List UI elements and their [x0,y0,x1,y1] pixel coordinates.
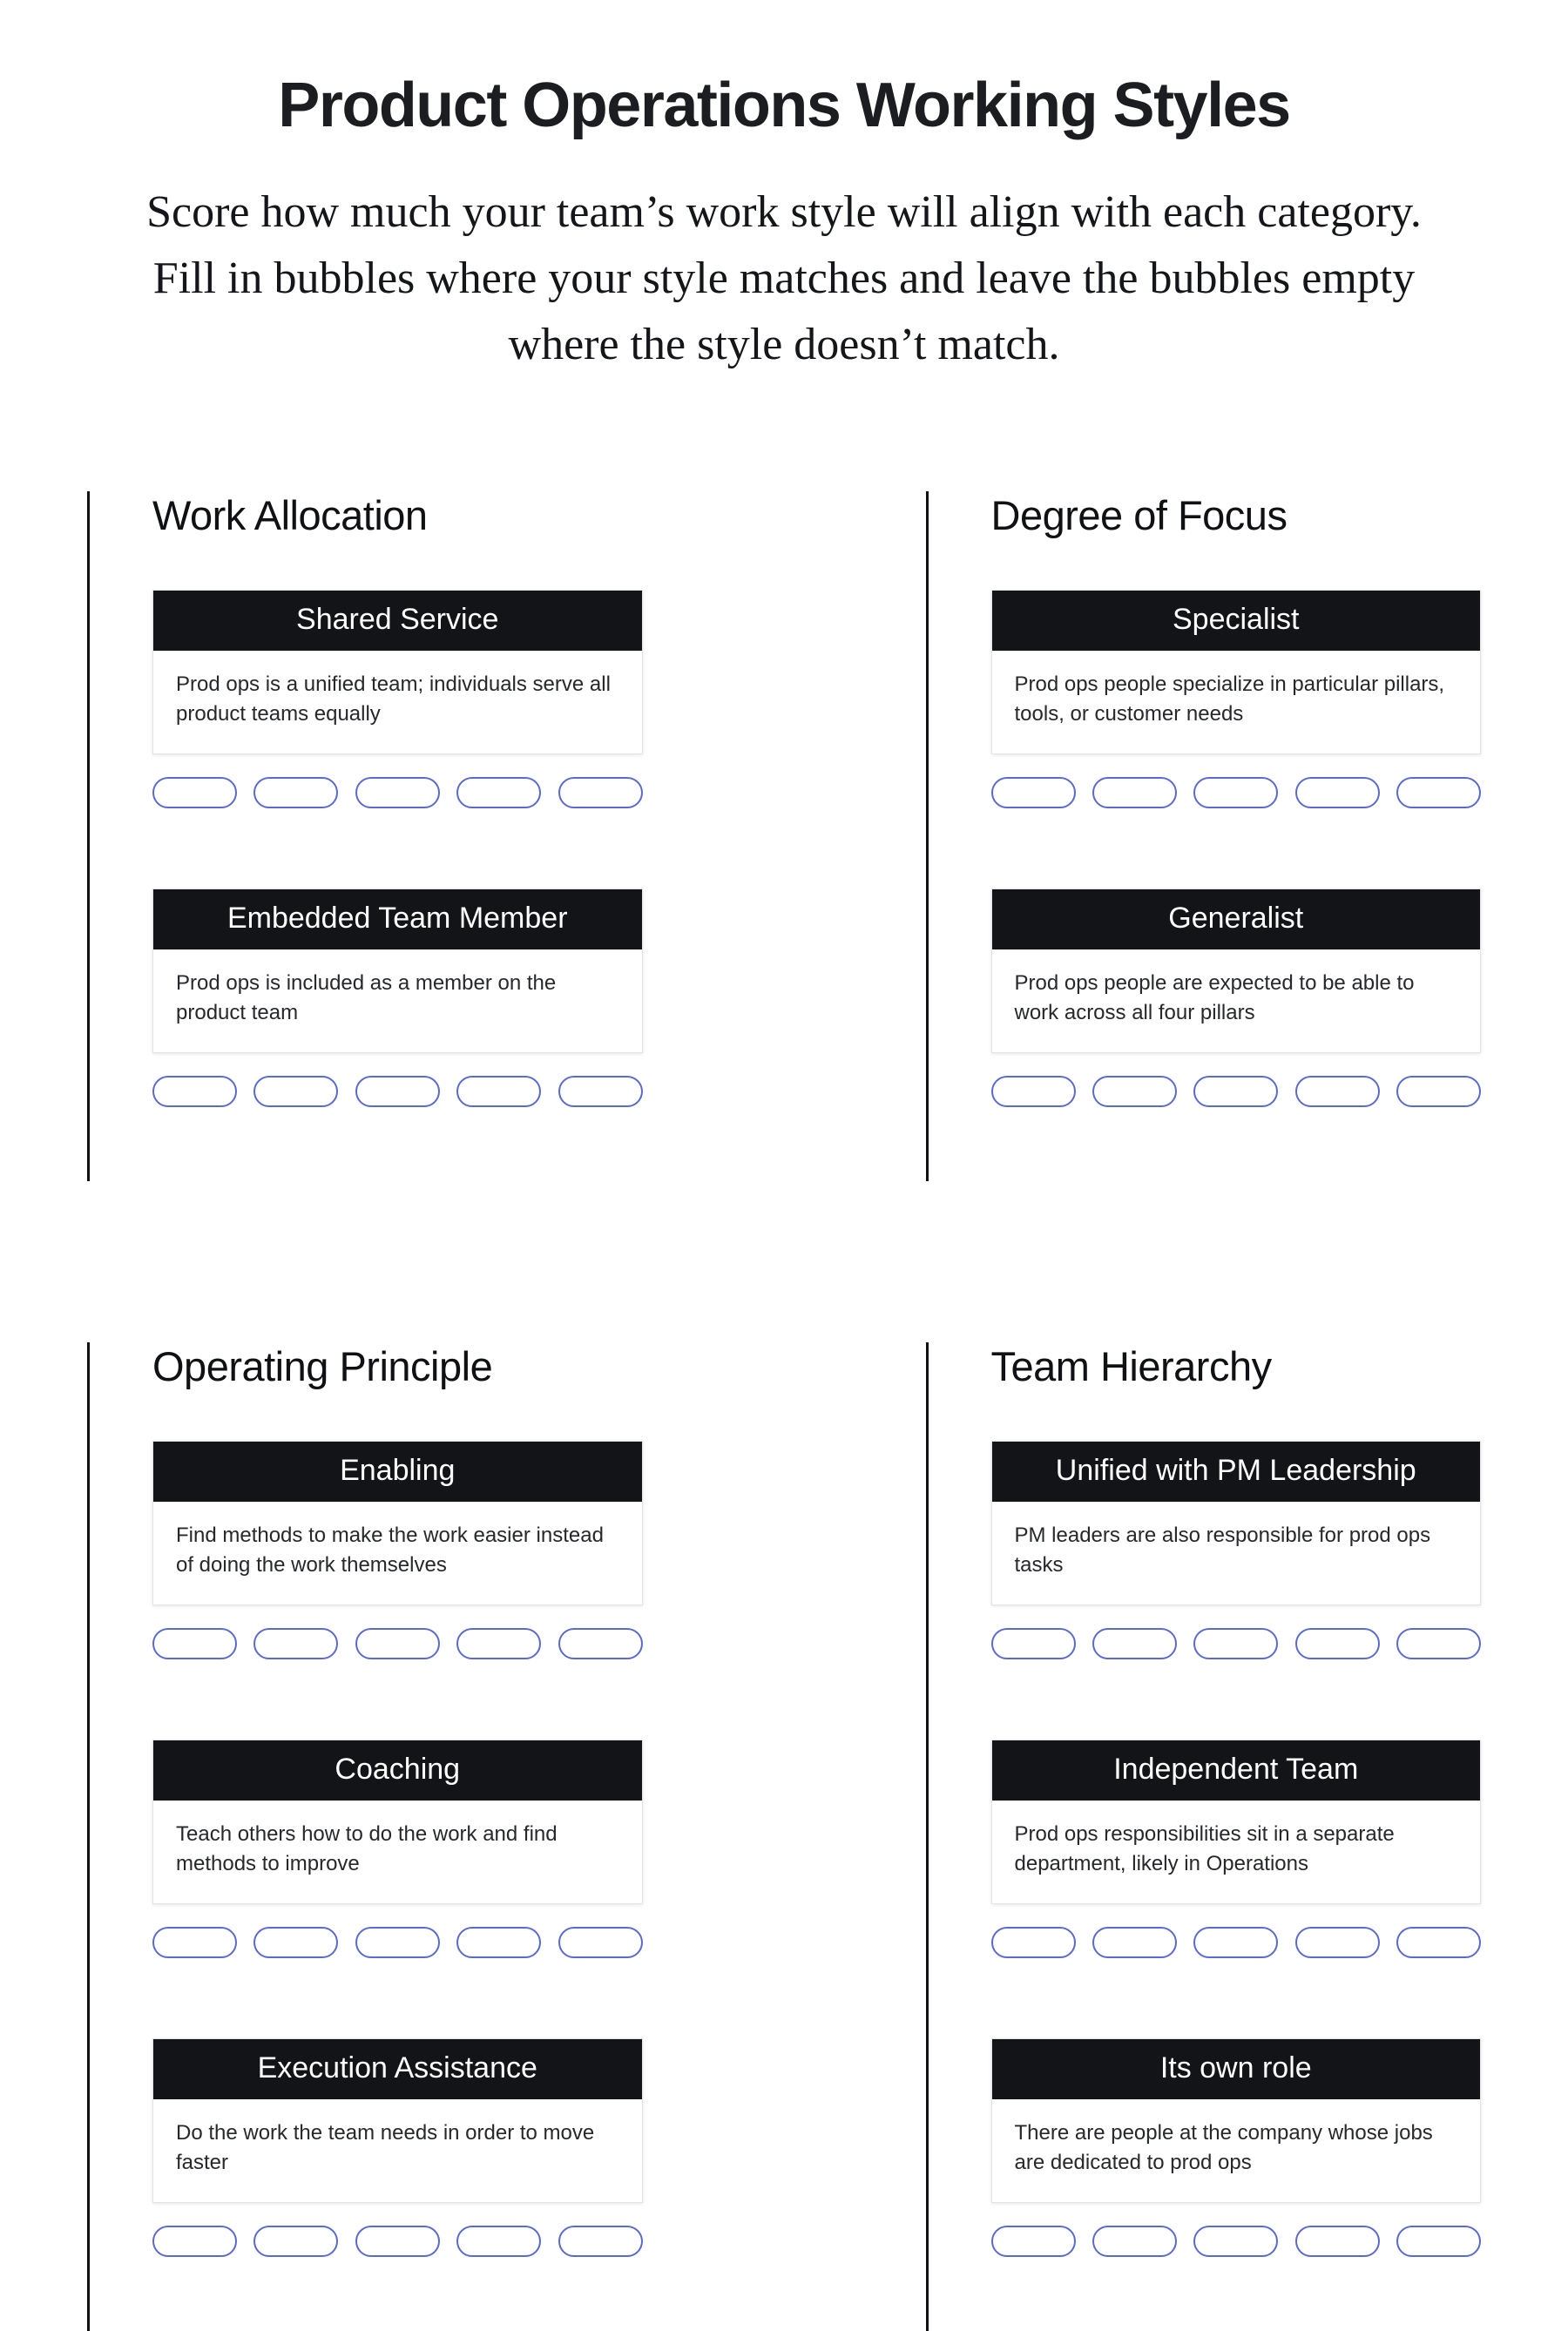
sections-grid [0,491,1568,2331]
score-bubble[interactable] [558,1927,643,1958]
score-bubbles-row [991,1076,1482,1107]
score-bubble[interactable] [991,1076,1076,1107]
style-card [152,590,643,754]
page-subtitle: Score how much your team’s work style will align with each category. Fill in bubbles where your style matches and leave the bubbles empty where the style doesn’t match. [146,187,1422,369]
score-bubble[interactable] [253,2226,338,2257]
score-bubbles-row [991,1927,1482,1958]
score-bubble[interactable] [456,1628,541,1659]
style-card-group [991,590,1482,808]
card-title: Independent Team [992,1740,1481,1801]
score-bubble[interactable] [1193,1927,1278,1958]
card-title: Unified with PM Leadership [992,1442,1481,1502]
card-description: Do the work the team needs in order to move faster [176,2120,595,2174]
section-heading: Team Hierarchy [990,1342,1272,1389]
score-bubble[interactable] [558,2226,643,2257]
style-card [991,888,1482,1053]
card-description: Prod ops people are expected to be able to work across all four pillars [1014,970,1415,1024]
card-description: Find methods to make the work easier instead of doing the work themselves [176,1523,604,1577]
card-description: Prod ops people specialize in particular pillars, tools, or customer needs [1014,672,1445,726]
score-bubble[interactable] [1295,777,1380,808]
card-title: Embedded Team Member [153,889,642,949]
score-bubble[interactable] [558,1076,643,1107]
score-bubbles-row [991,2226,1482,2257]
score-bubble[interactable] [253,1927,338,1958]
score-bubble[interactable] [1396,1076,1481,1107]
section-heading: Degree of Focus [990,491,1288,538]
score-bubble[interactable] [253,1076,338,1107]
style-card [152,888,643,1053]
style-card-group [991,2038,1482,2257]
style-card-group [152,590,643,808]
section [926,1342,1482,2331]
score-bubble[interactable] [991,1628,1076,1659]
style-card-group [991,1441,1482,1659]
score-bubble[interactable] [152,2226,237,2257]
section-heading: Operating Principle [152,1342,493,1389]
score-bubble[interactable] [991,2226,1076,2257]
score-bubbles-row [991,777,1482,808]
section-cards [991,590,1482,1107]
score-bubble[interactable] [558,777,643,808]
card-title: Enabling [153,1442,642,1502]
score-bubble[interactable] [1092,777,1177,808]
style-card-group [991,1740,1482,1958]
score-bubble[interactable] [456,1076,541,1107]
score-bubble[interactable] [456,1927,541,1958]
score-bubble[interactable] [558,1628,643,1659]
score-bubble[interactable] [1295,1076,1380,1107]
score-bubble[interactable] [1396,1628,1481,1659]
card-description: There are people at the company whose jobs are dedicated to prod ops [1014,2120,1433,2174]
score-bubble[interactable] [1396,2226,1481,2257]
card-title: Specialist [992,591,1481,651]
card-title: Shared Service [153,591,642,651]
score-bubble[interactable] [1193,777,1278,808]
card-title: Execution Assistance [153,2039,642,2099]
style-card-group [152,888,643,1107]
card-description: Prod ops is included as a member on the product team [176,970,557,1024]
style-card [152,2038,643,2203]
score-bubble[interactable] [355,1076,440,1107]
score-bubble[interactable] [456,777,541,808]
score-bubble[interactable] [1295,1628,1380,1659]
section [926,491,1482,1181]
score-bubble[interactable] [1092,1628,1177,1659]
score-bubble[interactable] [1295,2226,1380,2257]
style-card [991,1441,1482,1605]
score-bubble[interactable] [1396,777,1481,808]
card-description: Prod ops responsibilities sit in a separate department, likely in Operations [1014,1821,1395,1875]
score-bubbles-row [152,1927,643,1958]
score-bubble[interactable] [991,777,1076,808]
score-bubble[interactable] [1092,2226,1177,2257]
score-bubble[interactable] [1193,1628,1278,1659]
score-bubble[interactable] [355,777,440,808]
card-title: Coaching [153,1740,642,1801]
section-cards [152,590,643,1107]
score-bubble[interactable] [355,1927,440,1958]
score-bubble[interactable] [253,777,338,808]
score-bubble[interactable] [1193,2226,1278,2257]
score-bubbles-row [152,1076,643,1107]
score-bubbles-row [152,2226,643,2257]
score-bubble[interactable] [1193,1076,1278,1107]
score-bubble[interactable] [355,2226,440,2257]
score-bubble[interactable] [1092,1927,1177,1958]
section-cards [991,1441,1482,2257]
score-bubble[interactable] [1295,1927,1380,1958]
score-bubble[interactable] [253,1628,338,1659]
card-title: Its own role [992,2039,1481,2099]
style-card [991,1740,1482,1904]
card-description: Prod ops is a unified team; individuals serve all product teams equally [176,672,611,726]
style-card-group [152,1740,643,1958]
score-bubble[interactable] [1396,1927,1481,1958]
score-bubble[interactable] [355,1628,440,1659]
score-bubble[interactable] [991,1927,1076,1958]
score-bubble[interactable] [152,777,237,808]
page-title: Product Operations Working Styles [278,71,1290,140]
card-title: Generalist [992,889,1481,949]
style-card-group [991,888,1482,1107]
score-bubbles-row [152,1628,643,1659]
style-card [991,590,1482,754]
score-bubbles-row [991,1628,1482,1659]
style-card [991,2038,1482,2203]
card-description: Teach others how to do the work and find methods to improve [176,1821,558,1875]
score-bubble[interactable] [152,1628,237,1659]
style-card-group [152,1441,643,1659]
card-description: PM leaders are also responsible for prod ops tasks [1014,1523,1431,1577]
score-bubble[interactable] [152,1927,237,1958]
section-heading: Work Allocation [152,491,428,538]
score-bubble[interactable] [152,1076,237,1107]
style-card-group [152,2038,643,2257]
score-bubbles-row [152,777,643,808]
score-bubble[interactable] [1092,1076,1177,1107]
section [87,1342,643,2331]
style-card [152,1441,643,1605]
section [87,491,643,1181]
score-bubble[interactable] [456,2226,541,2257]
section-cards [152,1441,643,2257]
style-card [152,1740,643,1904]
